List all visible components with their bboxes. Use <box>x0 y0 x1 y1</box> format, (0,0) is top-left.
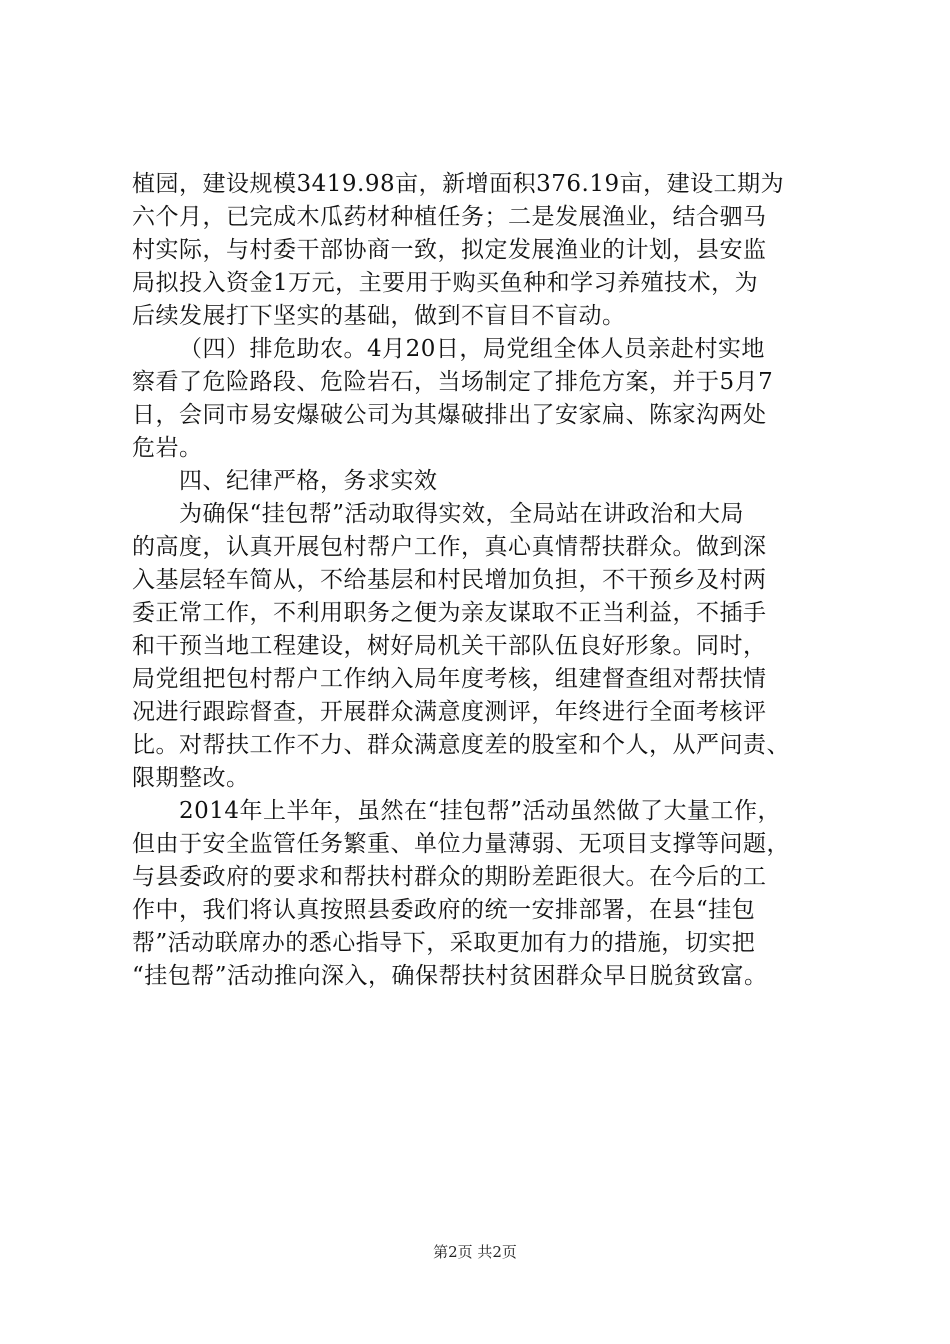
text-line: 后续发展打下坚实的基础，做到不盲目不盲动。 <box>132 303 626 329</box>
text-line: 植园，建设规模3419.98亩，新增面积376.19亩，建设工期为 <box>132 171 785 197</box>
text-line: 帮”活动联席办的悉心指导下，采取更加有力的措施，切实把 <box>132 930 756 956</box>
text-line: 局拟投入资金1万元，主要用于购买鱼种和学习养殖技术，为 <box>132 270 759 296</box>
text-line: 但由于安全监管任务繁重、单位力量薄弱、无项目支撑等问题， <box>132 831 790 857</box>
text-line: 委正常工作，不利用职务之便为亲友谋取不正当利益，不插手 <box>132 600 767 626</box>
text-line: （四）排危助农。4月20日，局党组全体人员亲赴村实地 <box>179 336 765 362</box>
text-line: 与县委政府的要求和帮扶村群众的期盼差距很大。在今后的工 <box>132 864 767 890</box>
text-line: 局党组把包村帮户工作纳入局年度考核，组建督查组对帮扶情 <box>132 666 767 692</box>
text-line: 限期整改。 <box>132 765 250 791</box>
text-line: 六个月，已完成木瓜药材种植任务；二是发展渔业，结合驷马 <box>132 204 767 230</box>
text-line: 的高度，认真开展包村帮户工作，真心真情帮扶群众。做到深 <box>132 534 767 560</box>
page-footer <box>0 1242 950 1262</box>
text-line: 入基层轻车简从，不给基层和村民增加负担，不干预乡及村两 <box>132 567 767 593</box>
text-line: 日，会同市易安爆破公司为其爆破排出了安家扁、陈家沟两处 <box>132 402 767 428</box>
text-line: 察看了危险路段、危险岩石，当场制定了排危方案，并于5月7 <box>132 369 774 395</box>
text-line: 况进行跟踪督查，开展群众满意度测评，年终进行全面考核评 <box>132 699 767 725</box>
page-number-label: 第2页 共2页 <box>433 1243 517 1261</box>
text-line: 村实际，与村委干部协商一致，拟定发展渔业的计划，县安监 <box>132 237 767 263</box>
text-line: “挂包帮”活动推向深入，确保帮扶村贫困群众早日脱贫致富。 <box>132 963 768 989</box>
section-heading: 四、纪律严格，务求实效 <box>179 468 438 494</box>
text-line: 作中，我们将认真按照县委政府的统一安排部署，在县“挂包 <box>132 897 756 923</box>
document-body <box>132 168 832 993</box>
text-line: 和干预当地工程建设，树好局机关干部队伍良好形象。同时， <box>132 633 767 659</box>
text-line: 比。对帮扶工作不力、群众满意度差的股室和个人，从严问责、 <box>132 732 790 758</box>
text-line: 为确保“挂包帮”活动取得实效，全局站在讲政治和大局 <box>179 501 745 527</box>
text-line: 危岩。 <box>132 435 203 461</box>
text-line: 2014年上半年，虽然在“挂包帮”活动虽然做了大量工作， <box>179 798 782 824</box>
